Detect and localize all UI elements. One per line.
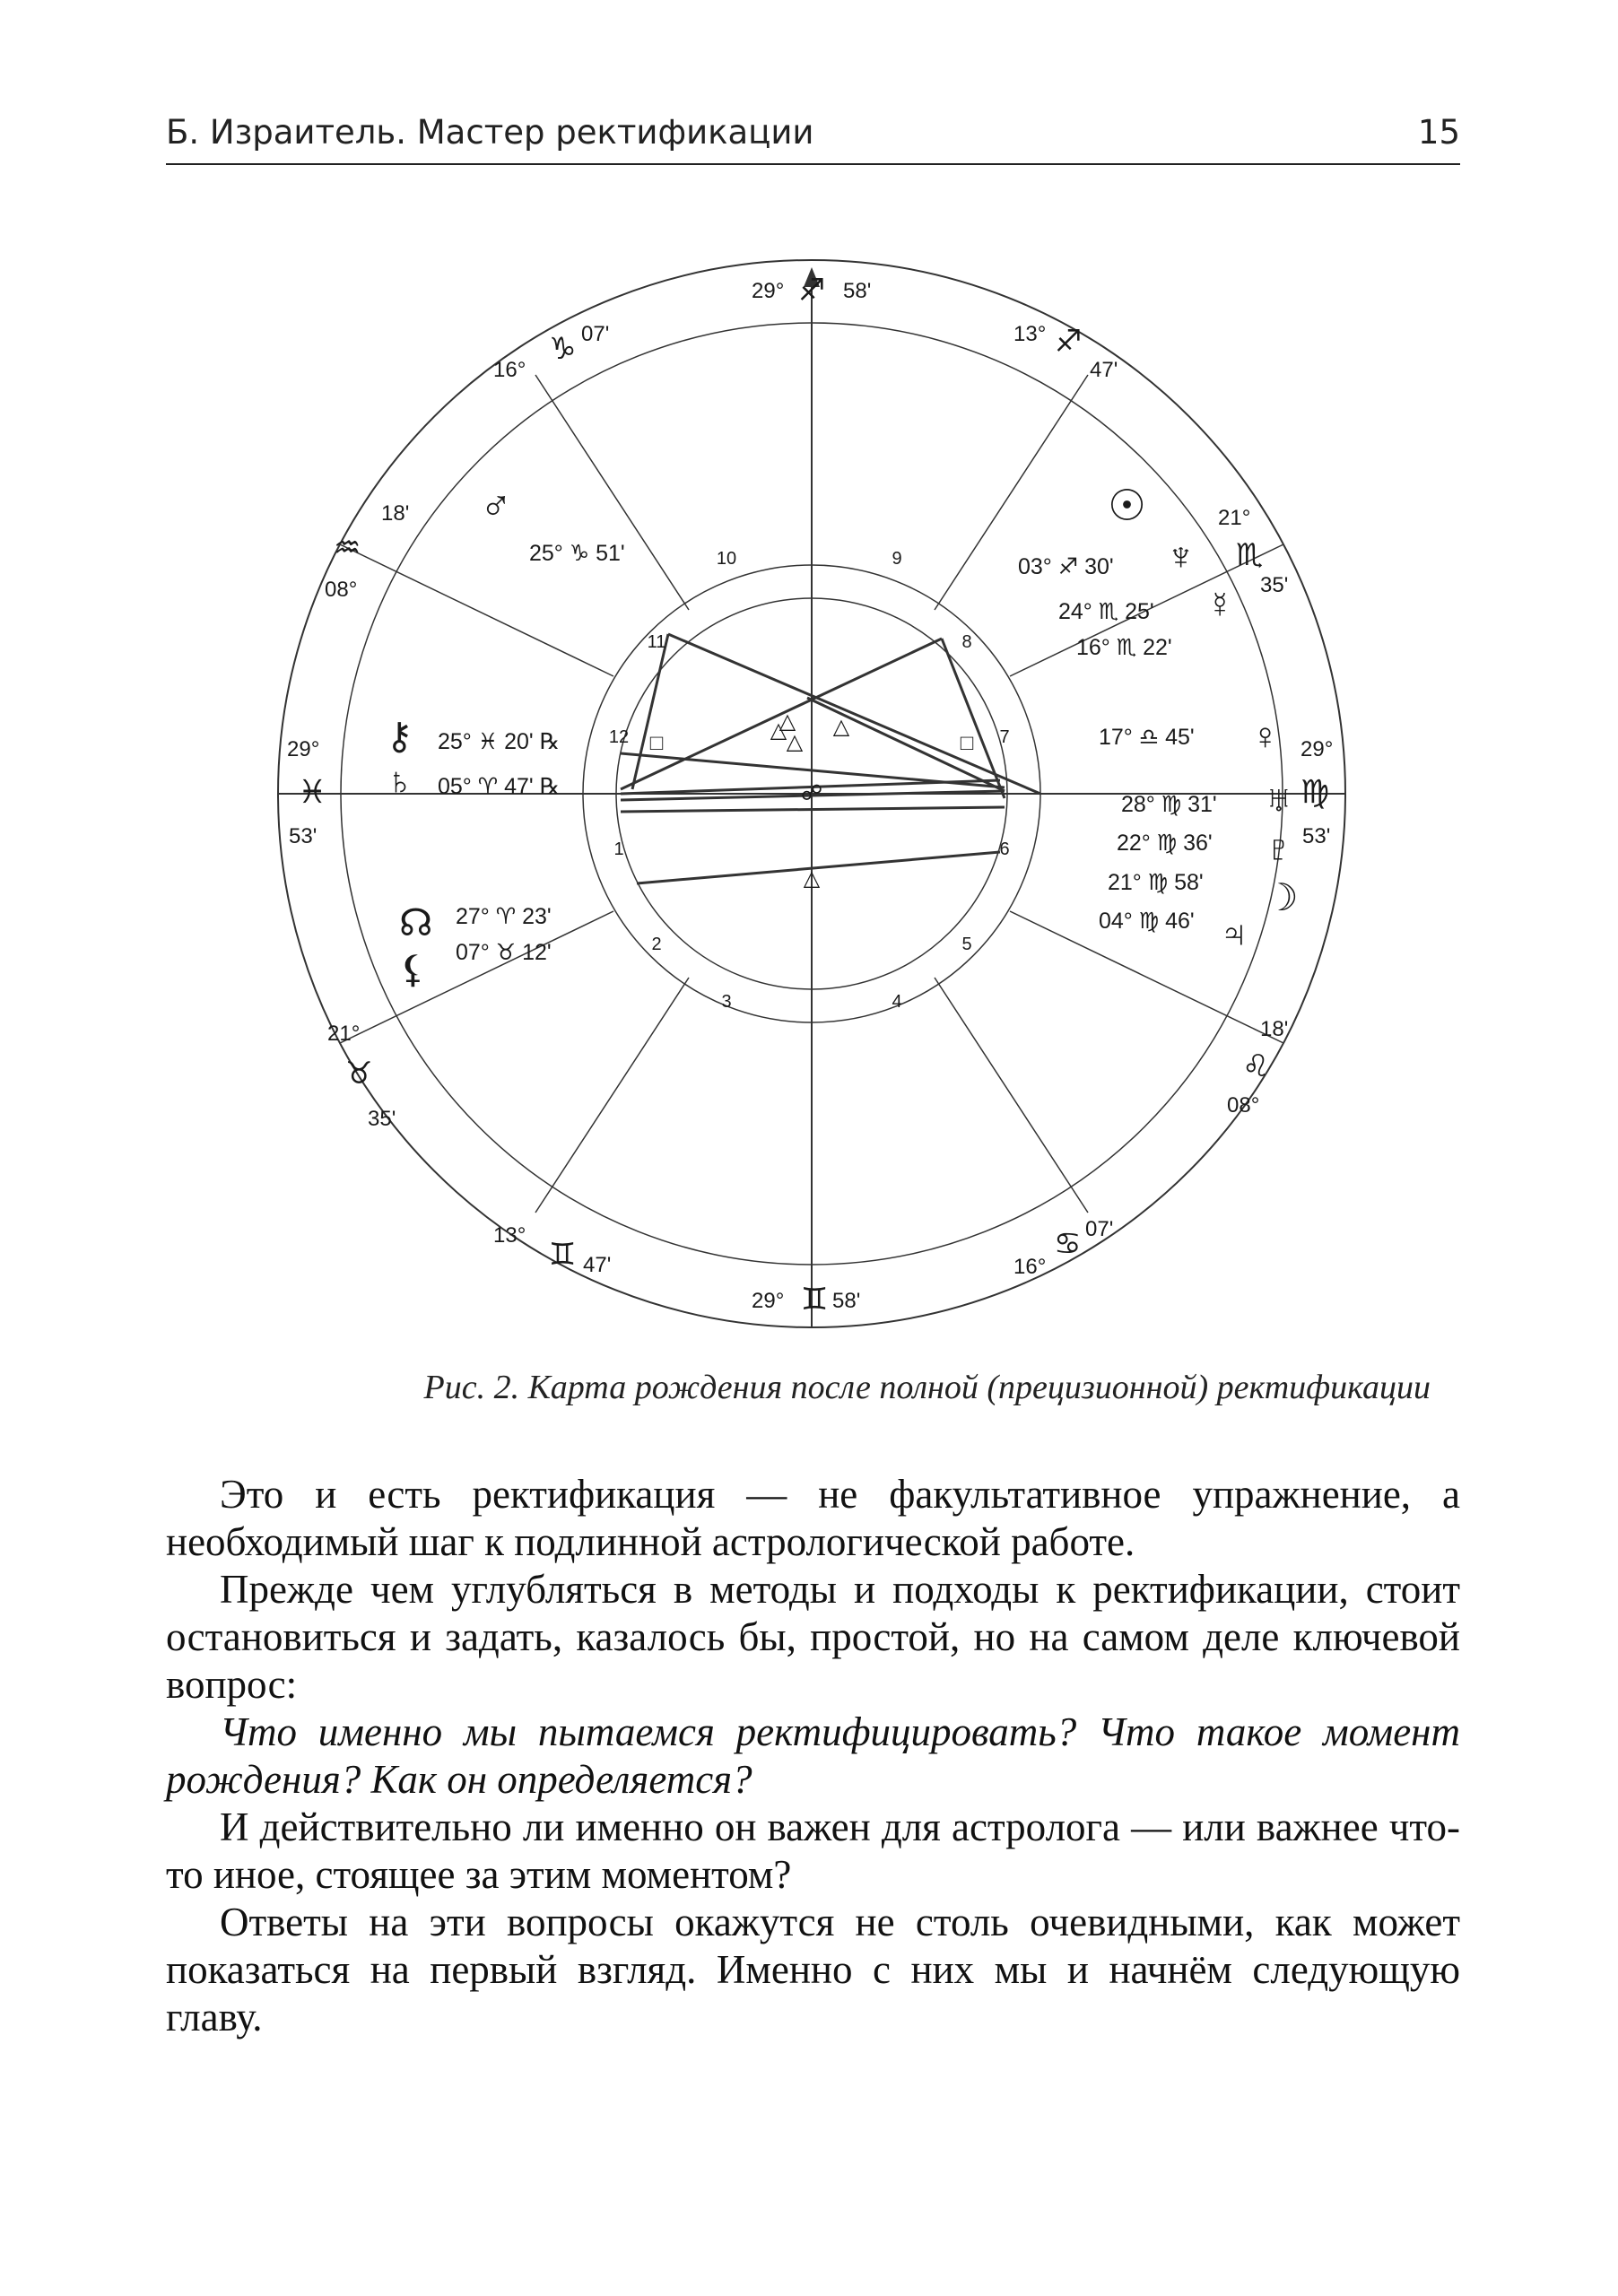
cusp-5-label (1013, 1217, 1113, 1279)
cancer-icon: ♋ (1054, 1227, 1082, 1261)
svg-text:35': 35' (368, 1107, 396, 1131)
house-number: 7 (999, 727, 1010, 747)
svg-text:58': 58' (843, 279, 872, 303)
uranus-icon: ♅ (1265, 778, 1293, 820)
svg-text:21°: 21° (327, 1022, 361, 1046)
svg-text:29°: 29° (1300, 737, 1334, 761)
square-icon: □ (649, 731, 664, 755)
aspect-lines (621, 634, 1040, 883)
paragraph: Это и есть ректификация — не факультативное упражнение, а необходимый шаг к подлинной астрологической работе. (166, 1472, 1460, 1564)
svg-text:47': 47' (1090, 358, 1118, 382)
svg-text:08°: 08° (325, 578, 358, 602)
house-number: 2 (651, 935, 662, 954)
cusp-12-label (325, 501, 409, 602)
scorpio-icon: ♏ (1236, 538, 1264, 572)
house-number: 8 (961, 632, 972, 652)
page-number: 15 (1417, 113, 1460, 152)
house-number: 11 (647, 632, 666, 652)
gemini-icon: ♊ (549, 1238, 577, 1272)
paragraph: Ответы на эти вопросы окажутся не столь очевидными, как может показаться на первый взгляд. Именно с них мы и начнём следующую главу. (166, 1900, 1460, 2039)
svg-text:07': 07' (1085, 1217, 1114, 1241)
paragraph: И действительно ли именно он важен для астролога — или важнее что-то иное, стоящее за этим моментом? (166, 1805, 1460, 1897)
cusp-line (535, 375, 689, 610)
cusp-4-label (752, 1283, 860, 1317)
svg-text:16°: 16° (1013, 1255, 1047, 1279)
page-header (166, 108, 1460, 165)
cusp-line (935, 978, 1088, 1213)
mercury-position: 16° ♏ 22' (1076, 635, 1172, 660)
cusp-3-label (493, 1223, 611, 1277)
cusp-9-label (1013, 322, 1118, 382)
svg-text:16°: 16° (493, 358, 526, 382)
body-text (166, 1471, 1460, 2041)
svg-text:53': 53' (1302, 824, 1331, 848)
mars-icon: ♂ (480, 483, 512, 530)
trine-icon: △ (803, 866, 821, 891)
mars-position: 25° ♑ 51' (529, 541, 625, 566)
leo-icon: ♌ (1242, 1049, 1270, 1083)
square-icon: □ (960, 731, 974, 755)
sun-position: 03° ♐ 30' (1018, 554, 1114, 579)
trine-icon: △ (779, 709, 796, 734)
trine-icon: △ (770, 718, 787, 743)
chiron-position: 25° ♓ 20' ℞ (438, 729, 561, 754)
lilith-position: 07° ♉ 12' (456, 940, 552, 965)
gemini-icon: ♊ (801, 1283, 829, 1317)
capricorn-icon: ♑ (549, 332, 577, 366)
svg-text:58': 58' (832, 1289, 861, 1313)
taurus-icon: ♉ (345, 1057, 373, 1091)
svg-text:21°: 21° (1218, 506, 1251, 530)
svg-text:08°: 08° (1227, 1093, 1260, 1118)
cusp-6-label (1227, 1017, 1288, 1118)
figure-caption: Рис. 2. Карта рождения после полной (прецизионной) ректификации (423, 1369, 1431, 1406)
chiron-icon: ⚷ (386, 715, 413, 757)
saturn-icon: ♄ (386, 760, 414, 802)
virgo-icon: ♍ (1300, 773, 1330, 810)
sagittarius-icon: ♐ (798, 274, 826, 308)
svg-text:07': 07' (581, 322, 610, 346)
svg-text:13°: 13° (1013, 322, 1047, 346)
svg-text:13°: 13° (493, 1223, 526, 1248)
question-paragraph: Что именно мы пытаемся ректифицировать? Что такое момент рождения? Как он определяется? (166, 1709, 1460, 1802)
moon-icon: ☽ (1265, 876, 1299, 918)
cusp-line (535, 978, 689, 1213)
pisces-icon: ♓ (298, 773, 327, 810)
house-number: 4 (892, 992, 902, 1012)
jupiter-position: 04° ♍ 46' (1099, 909, 1195, 934)
svg-text:35': 35' (1260, 573, 1289, 597)
venus-icon: ♀ (1251, 715, 1280, 757)
house-number: 12 (608, 727, 630, 747)
house-number: 1 (613, 839, 624, 859)
house-number: 10 (716, 549, 737, 569)
svg-text:18': 18' (381, 501, 410, 526)
lilith-icon: ⚸ (399, 948, 427, 990)
moon-position: 21° ♍ 58' (1108, 870, 1204, 895)
house-numbers (609, 549, 1010, 1012)
venus-position: 17° ♎ 45' (1099, 725, 1195, 750)
pluto-icon: ♇ (1265, 827, 1293, 869)
house-number: 6 (999, 839, 1010, 859)
svg-text:47': 47' (583, 1253, 612, 1277)
house-number: 9 (892, 549, 902, 569)
neptune-icon: ♆ (1166, 535, 1196, 578)
jupiter-icon: ♃ (1220, 912, 1248, 954)
saturn-position: 05° ♈ 47' ℞ (438, 774, 561, 799)
svg-text:29°: 29° (287, 737, 320, 761)
cusp-10-label (752, 274, 871, 308)
house-number: 3 (721, 992, 732, 1012)
aquarius-icon: ♒ (334, 531, 361, 565)
cusp-7-label (1300, 737, 1333, 848)
natal-chart (269, 251, 1354, 1336)
svg-text:18': 18' (1260, 1017, 1289, 1041)
neptune-position: 24° ♏ 25' (1058, 599, 1154, 624)
mercury-icon: ☿ (1206, 586, 1233, 625)
sagittarius-icon: ♐ (1055, 325, 1083, 359)
svg-text:53': 53' (289, 824, 318, 848)
svg-text:29°: 29° (752, 1289, 785, 1313)
running-title: Б. Израитель. Мастер ректификации (166, 113, 814, 152)
cusp-8-label (1218, 506, 1288, 597)
north-node-position: 27° ♈ 23' (456, 904, 552, 929)
cusp-2-label (327, 1022, 396, 1131)
trine-icon: △ (832, 715, 850, 739)
opposition-icon: ☍ (800, 781, 823, 805)
trine-icon: △ (786, 730, 804, 754)
sun-icon: ☉ (1108, 483, 1147, 530)
svg-text:29°: 29° (752, 279, 785, 303)
cusp-line (340, 911, 613, 1043)
uranus-position: 28° ♍ 31' (1121, 792, 1217, 817)
house-number: 5 (961, 935, 972, 954)
pluto-position: 22° ♍ 36' (1117, 831, 1213, 856)
paragraph: Прежде чем углубляться в методы и подходы к ректификации, стоит остановиться и задать, казалось бы, простой, но на самом деле ключевой вопрос: (166, 1567, 1460, 1707)
north-node-icon: ☊ (399, 901, 433, 944)
